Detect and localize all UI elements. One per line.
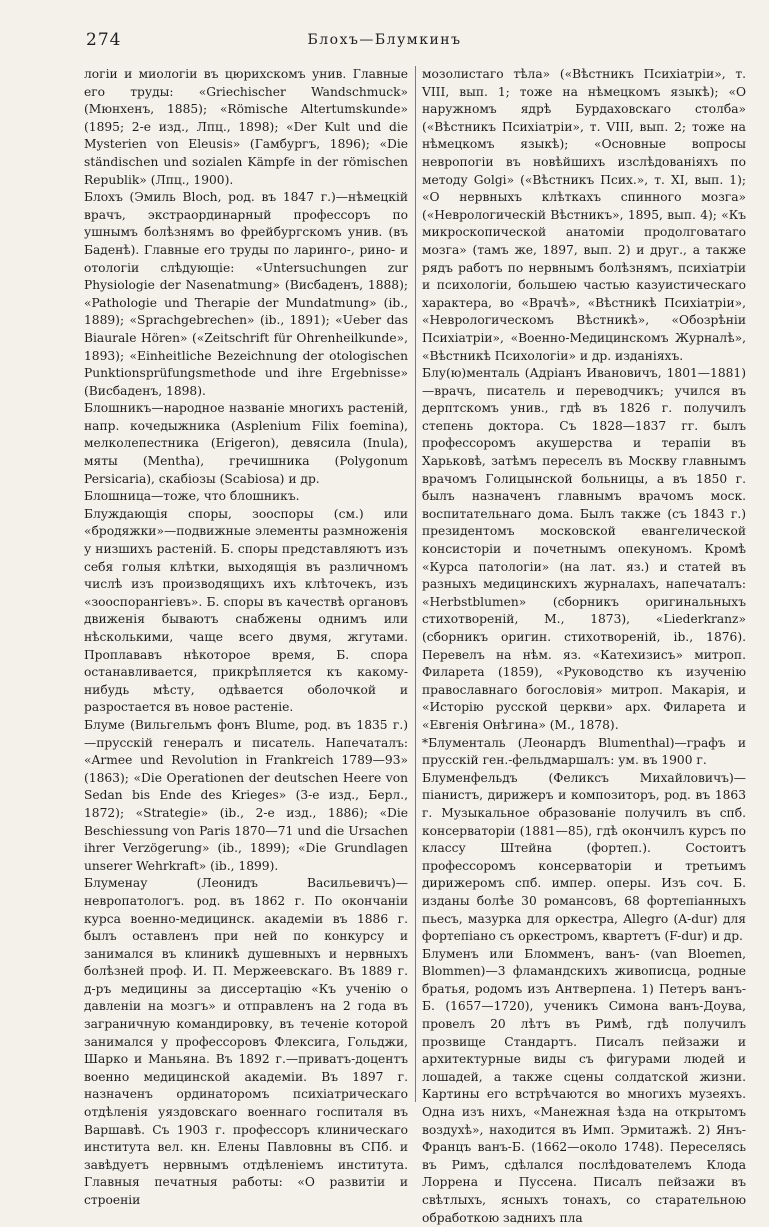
left-column-text: логіи и миологіи въ цюрихскомъ унив. Главные его труды: «Griechischer Wandschmuck» (Мюнхенъ, 1885); «Römische Altertumskunde» (1895; 2-е изд., Лпц., 1898); «Der Kult und die Mysterien von Eleusis» (Гамбургъ, 1896); «Die ständischen und sozialen Kämpfe in der römischen Republik» (Лпц., 1900). Блохъ (Эмиль Bloch, род. въ 1847 г.)—нѣмецкій врачъ, экстраординарный профессоръ по ушнымъ болѣзнямъ во фрейбургскомъ унив. (въ Баденѣ). Главные его труды по ларинго-, рино- и отологіи слѣдующіе: «Untersuchungen zur Physiologie der Nasenatmung» (Висбаденъ, 1888); «Pathologie und Therapie der Mundatmung» (ib., 1889); «Sprachgebrechen» (ib., 1891); «Ueber das Biaurale Hören» («Zeitschrift für Ohrenheilkunde», 1893); «Einheitliche Bezeichnung der otologischen Punktionsprüfungsmethode und ihre Ergebnisse» (Висбаденъ, 1898). Блошникъ—народное названіе многихъ растеній, напр. кочедыжника (Asplenium Filix foemina), мелколепестника (Erigeron), девясила (Inula), мяты (Mentha), гречишника (Polygonum Persicaria), скабіозы (Scabiosa) и др. Блошница—тоже, что блошникъ. Блуждающія споры, зооспоры (см.) или «бродяжки»—подвижные элементы размноженія у низшихъ растеній. Б. споры представляютъ изъ себя голыя клѣтки, выходящія въ различномъ числѣ изъ производящихъ ихъ клѣточекъ, изъ «зооспорангіевъ». Б. споры въ качествѣ органовъ движенія бываютъ снабжены однимъ или нѣсколькими, чаще всего двумя, жгутами. Проплававъ нѣкоторое время, Б. спора останавливается, прикрѣпляется къ какому-нибудь мѣсту, одѣвается оболочкой и разростается въ новое растеніе. Блуме (Вильгельмъ фонъ Blume, род. въ 1835 г.)—прусскій генералъ и писатель. Напечаталъ: «Armee und Revolution in Frankreich 1789—93» (1863); «Die Operationen der deutschen Heere von Sedan bis Ende des Krieges» (3-е изд., Берл., 1872); «Strategie» (ib., 2-е изд., 1886); «Die Beschiessung von Paris 1870—71 und die Ursachen ihrer Verzögerung» (ib., 1899); «Die Grundlagen unserer Wehrkraft» (ib., 1899). Блуменау (Леонидъ Васильевичъ)—невропатологъ. род. въ 1862 г. По окончаніи курса военно-медицинск. академіи въ 1886 г. былъ оставленъ при ней по конкурсу и занимался въ клиникѣ душевныхъ и нервныхъ болѣзней проф. И. П. Мержеевскаго. Въ 1889 г. д-ръ медицины за диссертацію «Къ ученію о давленіи на мозгъ» и отправленъ на 2 года въ заграничную командировку, въ теченіе которой занимался у профессоровъ Флексига, Гольджи, Шарко и Маньяна. Въ 1892 г.—приватъ-доцентъ военно медицинской академіи. Въ 1897 г. назначенъ ординаторомъ психіатрическаго отдѣленія уяздовскаго военнаго госпиталя въ Варшавѣ. Съ 1903 г. профессоръ клиническаго института вел. кн. Елены Павловны въ СПб. и завѣдуетъ нервнымъ отдѣленіемъ института. Главныя печатныя работы: «О развитіи и строеніи	[84, 67, 408, 1207]
right-column	[422, 66, 746, 1225]
running-head: Блохъ—Блумкинъ	[307, 32, 462, 48]
page-number: 274	[86, 30, 122, 50]
right-column-text: мозолистаго тѣла» («Вѣстникъ Психіатріи», т. VIII, вып. 1; тоже на нѣмецкомъ языкѣ); «О наружномъ ядрѣ Бурдаховскаго столба» («Вѣстникъ Психіатріи», т. VIII, вып. 2; тоже на нѣмецкомъ языкѣ); «Основные вопросы невропогіи въ новѣйшихъ изслѣдованіяхъ по методу Golgi» («Вѣстникъ Псих.», т. XI, вып. 1); «О нервныхъ клѣткахъ спинного мозга» («Неврологическій Вѣстникъ», 1895, вып. 4); «Къ микроскопической анатоміи продолговатаго мозга» (тамъ же, 1897, вып. 2) и друг., а также рядъ работъ по нервнымъ болѣзнямъ, психіатріи и психологіи, большею частью казуистическаго характера, во «Врачѣ», «Вѣстникѣ Психіатріи», «Неврологическомъ Вѣстникѣ», «Обозрѣніи Психіатріи», «Военно-Медицинскомъ Журналѣ», «Вѣстникѣ Психологіи» и др. изданіяхъ. Блу(ю)менталь (Адріанъ Ивановичъ, 1801—1881)—врачъ, писатель и переводчикъ; учился въ дерптскомъ унив., гдѣ въ 1826 г. получилъ степень доктора. Съ 1828—1837 гг. былъ профессоромъ акушерства и терапіи въ Харьковѣ, затѣмъ переселъ въ Москву главнымъ врачомъ Голицынской больницы, а въ 1850 г. былъ назначенъ главнымъ врачомъ моск. воспитательнаго дома. Былъ также (съ 1843 г.) президентомъ московской евангелической консисторіи и почетнымъ опекуномъ. Кромѣ «Курса патологіи» (на лат. яз.) и статей въ разныхъ медицинскихъ журналахъ, напечаталъ: «Herbstblumen» (сборникъ оригинальныхъ стихотвореній, М., 1873), «Liederkranz» (сборникъ оригин. стихотвореній, ib., 1876). Перевелъ на нѣм. яз. «Катехизисъ» митроп. Филарета (1859), «Руководство къ изученію православнаго богословія» митроп. Макарія, и «Исторію русской церкви» арх. Филарета и «Евгенія Онѣгина» (М., 1878). *Блументаль (Леонардъ Blumenthal)—графъ и прусскій ген.-фельдмаршалъ: ум. въ 1900 г. Блуменфельдъ (Феликсъ Михайловичъ)—піанистъ, дирижеръ и композиторъ, род. въ 1863 г. Музыкальное образованіе получилъ въ спб. консерваторіи (1881—85), гдѣ окончилъ курсъ по классу Штейна (фортеп.). Состоитъ профессоромъ консерваторіи и третьимъ дирижеромъ спб. импер. оперы. Изъ соч. Б. изданы болѣе 30 романсовъ, 68 фортепіанныхъ пьесъ, мазурка для оркестра, Allegro (A-dur) для фортепіано съ оркестромъ, квартетъ (F-dur) и др. Блуменъ или Бломменъ, ванъ- (van Bloemen, Blommen)—3 фламандскихъ живописца, родные братья, родомъ изъ Антверпена. 1) Петеръ ванъ-Б. (1657—1720), ученикъ Симона ванъ-Доува, провелъ 20 лѣтъ въ Римѣ, гдѣ получилъ прозвище Стандартъ. Писалъ пейзажи и архитектурные виды съ фигурами людей и лошадей, а также сцены солдатской жизни. Картины его встрѣчаются во многихъ музеяхъ. Одна изъ нихъ, «Манежная ѣзда на открытомъ воздухѣ», находится въ Имп. Эрмитажѣ. 2) Янъ-Францъ ванъ-Б. (1662—около 1748). Переселясь въ Римъ, сдѣлался послѣдователемъ Клода Лоррена и Пуссена. Писалъ пейзажи въ свѣтлыхъ, ясныхъ тонахъ, со старательною обработкою заднихъ пла	[422, 67, 746, 1225]
column-divider	[415, 66, 416, 1102]
left-column	[84, 66, 408, 1207]
